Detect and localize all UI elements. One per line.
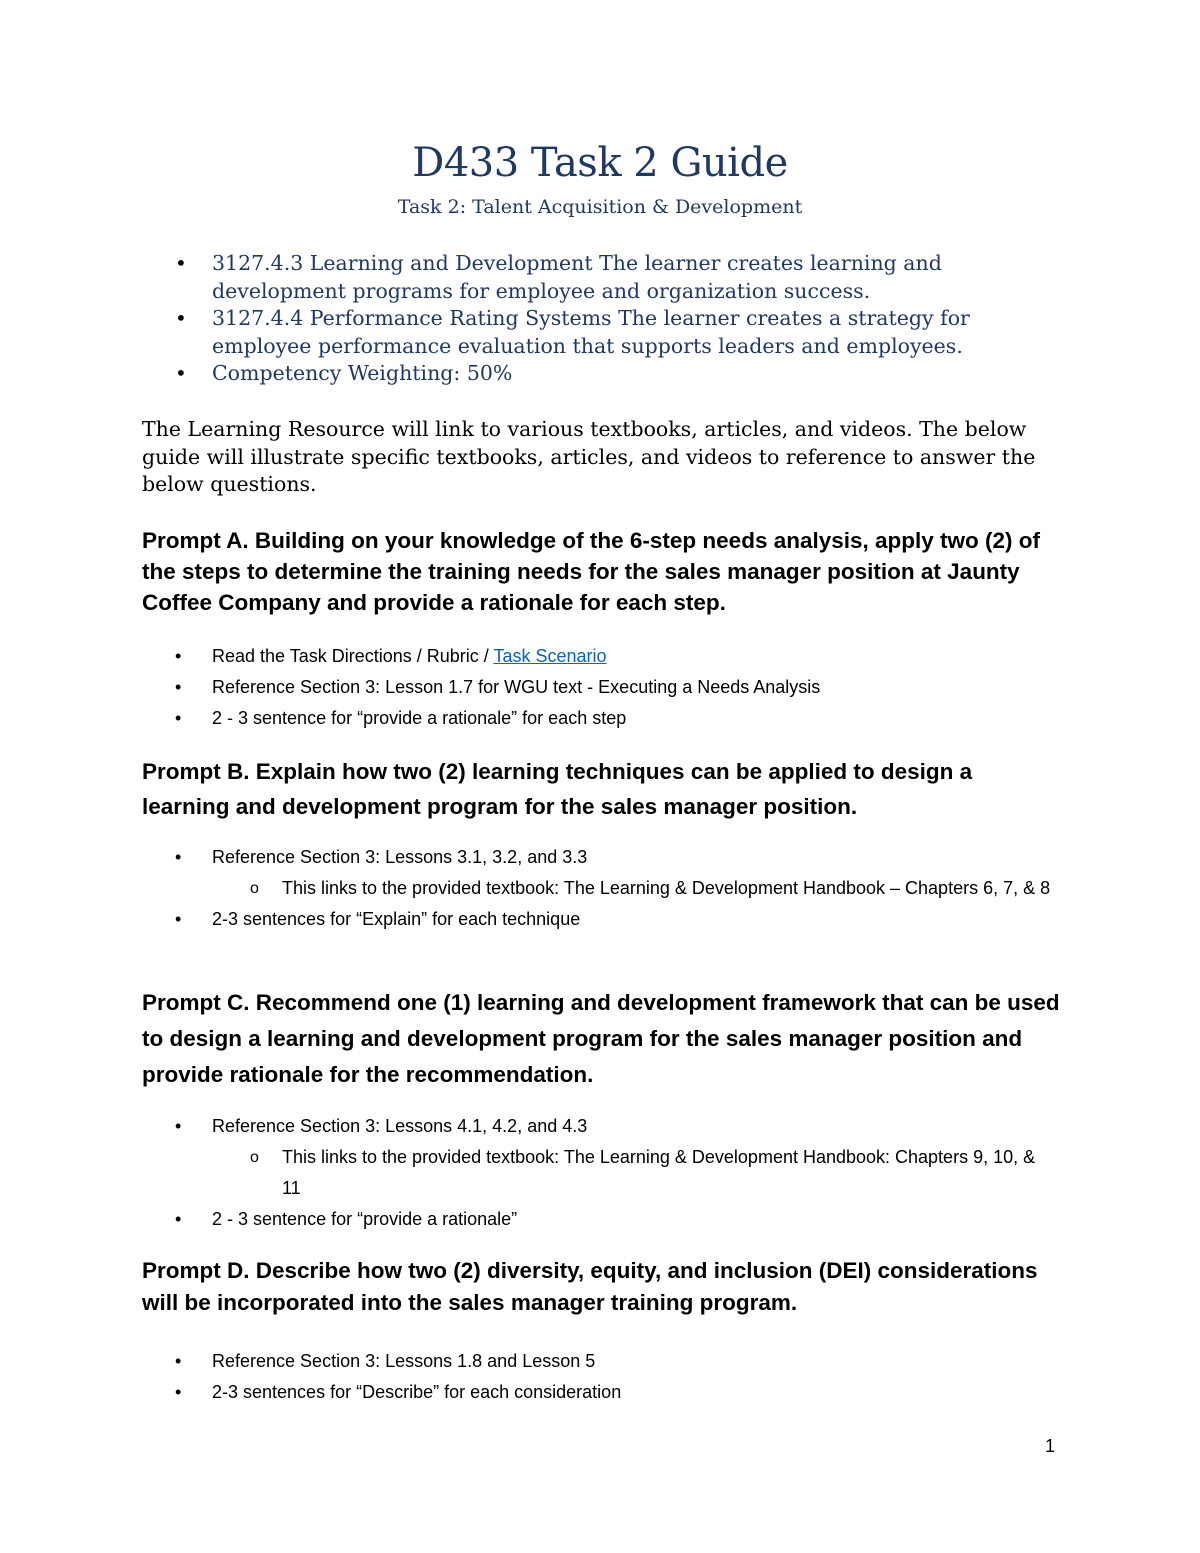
circle-bullet-icon: o bbox=[250, 1149, 259, 1166]
list-item bbox=[175, 1111, 1055, 1142]
document-subtitle: Task 2: Talent Acquisition & Development bbox=[397, 196, 803, 218]
bullet-icon: • bbox=[175, 1116, 182, 1136]
bullet-icon: • bbox=[175, 1209, 182, 1229]
list-item bbox=[175, 842, 1055, 873]
list-item bbox=[175, 672, 1055, 703]
sub-list-item bbox=[175, 873, 1055, 904]
list-item bbox=[175, 904, 1055, 935]
task-scenario-link[interactable]: Task Scenario bbox=[493, 646, 607, 666]
list-item-text: 2 - 3 sentence for “provide a rationale” for each step bbox=[212, 708, 627, 728]
prompt-a-heading: Prompt A. Building on your knowledge of the 6-step needs analysis, apply two (2) of the steps to determine the training needs for the sales manager position at Jaunty Coffee Company and provide a rationale for each step. bbox=[142, 528, 1041, 615]
competency-text: Competency Weighting: 50% bbox=[212, 361, 513, 385]
prompt-d-list bbox=[175, 1346, 1055, 1408]
list-item-text: 2-3 sentences for “Explain” for each technique bbox=[212, 909, 581, 929]
competency-item bbox=[175, 250, 1060, 305]
circle-bullet-icon: o bbox=[250, 880, 259, 897]
bullet-icon: • bbox=[175, 847, 182, 867]
prompt-b-list bbox=[175, 842, 1055, 935]
prompt-c-heading: Prompt C. Recommend one (1) learning and development framework that can be used to design a learning and development program for the sales manager position and provide rationale for the recommendation. bbox=[142, 990, 1060, 1087]
competency-text: 3127.4.3 Learning and Development The learner creates learning and development programs for employee and organization success. bbox=[212, 251, 942, 303]
prompt-c-list bbox=[175, 1111, 1055, 1235]
bullet-icon: • bbox=[175, 251, 187, 275]
list-item-text: Reference Section 3: Lessons 3.1, 3.2, and 3.3 bbox=[212, 847, 588, 867]
list-item bbox=[175, 641, 1055, 672]
bullet-icon: • bbox=[175, 361, 187, 385]
prompt-a-list bbox=[175, 641, 1055, 734]
document-title: D433 Task 2 Guide bbox=[412, 140, 788, 186]
list-item-text: This links to the provided textbook: The Learning & Development Handbook – Chapters 6, 7, & 8 bbox=[282, 878, 1051, 898]
prompt-d-heading: Prompt D. Describe how two (2) diversity, equity, and inclusion (DEI) considerations will be incorporated into the sales manager training program. bbox=[142, 1258, 1038, 1315]
prompt-b-heading: Prompt B. Explain how two (2) learning techniques can be applied to design a learning and development program for the sales manager position. bbox=[142, 759, 973, 819]
list-item-text: Reference Section 3: Lessons 1.8 and Lesson 5 bbox=[212, 1351, 596, 1371]
bullet-icon: • bbox=[175, 646, 182, 666]
bullet-icon: • bbox=[175, 306, 187, 330]
list-item-text: Read the Task Directions / Rubric / bbox=[212, 646, 494, 666]
bullet-icon: • bbox=[175, 677, 182, 697]
bullet-icon: • bbox=[175, 1351, 182, 1371]
bullet-icon: • bbox=[175, 1382, 182, 1402]
competency-text: 3127.4.4 Performance Rating Systems The learner creates a strategy for employee performance evaluation that supports leaders and employees. bbox=[212, 306, 970, 358]
list-item bbox=[175, 1377, 1055, 1408]
sub-list-item bbox=[175, 1142, 1055, 1204]
competency-list bbox=[175, 250, 1060, 388]
bullet-icon: • bbox=[175, 909, 182, 929]
page-number: 1 bbox=[1045, 1436, 1056, 1456]
list-item-text: Reference Section 3: Lesson 1.7 for WGU text - Executing a Needs Analysis bbox=[212, 677, 821, 697]
competency-item bbox=[175, 360, 1060, 388]
list-item bbox=[175, 703, 1055, 734]
intro-paragraph: The Learning Resource will link to various textbooks, articles, and videos. The below guide will illustrate specific textbooks, articles, and videos to reference to answer the below questions. bbox=[142, 417, 1036, 496]
list-item-text: Reference Section 3: Lessons 4.1, 4.2, and 4.3 bbox=[212, 1116, 588, 1136]
list-item-text: 2 - 3 sentence for “provide a rationale” bbox=[212, 1209, 518, 1229]
bullet-icon: • bbox=[175, 708, 182, 728]
list-item-text: This links to the provided textbook: The Learning & Development Handbook: Chapters 9, 10, & 11 bbox=[282, 1147, 1036, 1198]
competency-item bbox=[175, 305, 1060, 360]
list-item bbox=[175, 1346, 1055, 1377]
list-item bbox=[175, 1204, 1055, 1235]
list-item-text: 2-3 sentences for “Describe” for each consideration bbox=[212, 1382, 622, 1402]
